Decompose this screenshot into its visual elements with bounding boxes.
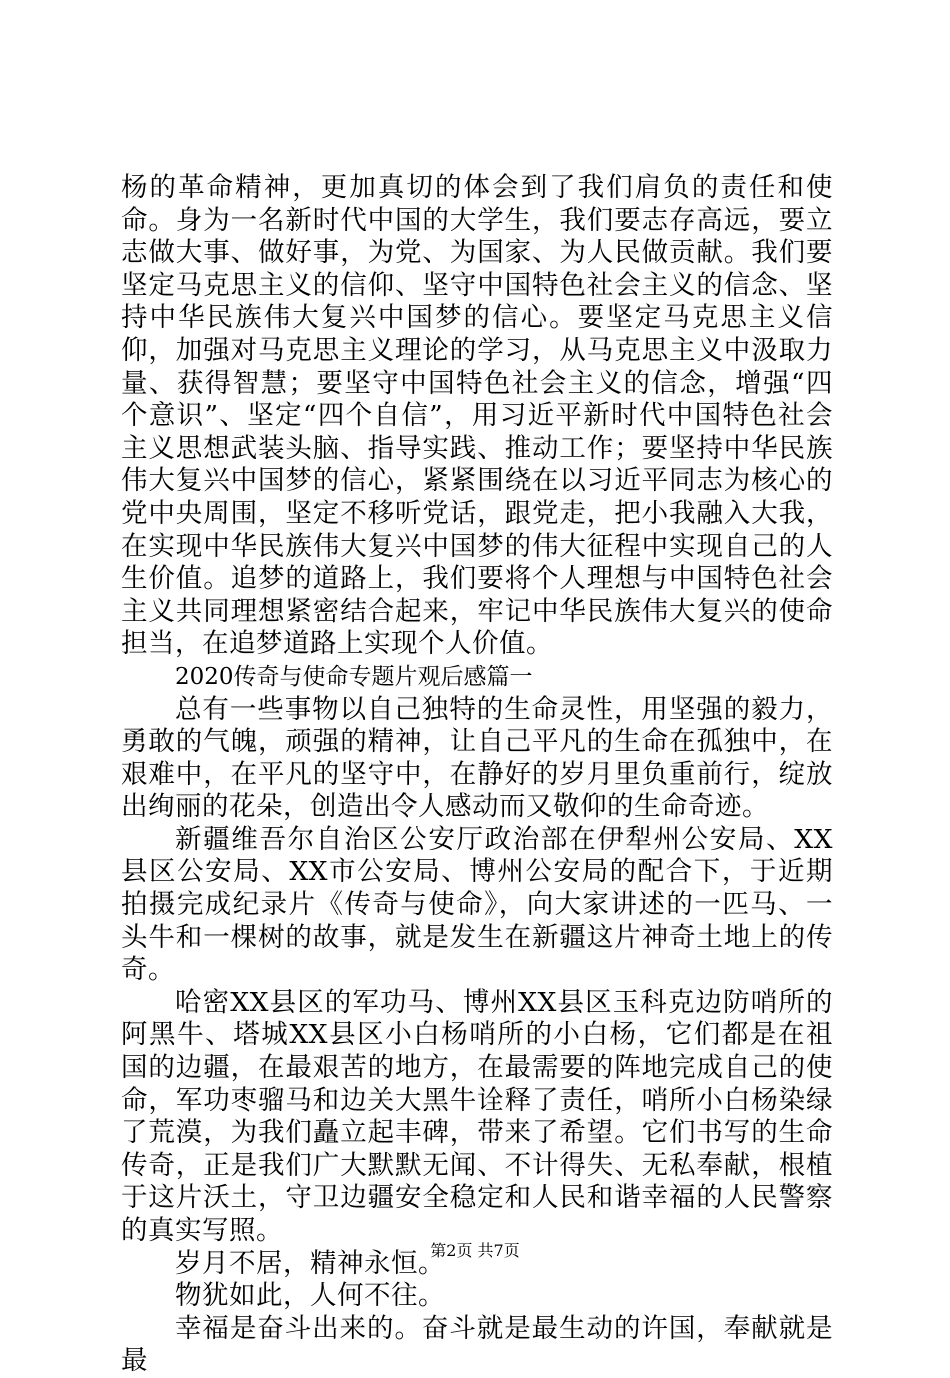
body-text <box>121 172 833 1378</box>
section-heading: 2020传奇与使命专题片观后感篇一 <box>175 663 533 690</box>
paragraph-intro: 总有一些事物以自己独特的生命灵性，用坚强的毅力，勇敢的气魄，顽强的精神，让自己平凡的生命在孤独中，在艰难中，在平凡的坚守中，在静好的岁月里负重前行，绽放出绚丽的花朵，创造出令人感动而又敬仰的生命奇迹。 <box>121 693 833 823</box>
paragraph-continuation: 杨的革命精神，更加真切的体会到了我们肩负的责任和使命。身为一名新时代中国的大学生，我们要志存高远，要立志做大事、做好事，为党、为国家、为人民做贡献。我们要坚定马克思主义的信仰、坚守中国特色社会主义的信念、坚持中华民族伟大复兴中国梦的信心。要坚定马克思主义信仰，加强对马克思主义理论的学习，从马克思主义中汲取力量、获得智慧；要坚守中国特色社会主义的信念，增强“四个意识”、坚定“四个自信”，用习近平新时代中国特色社会主义思想武装头脑、指导实践、推动工作；要坚持中华民族伟大复兴中国梦的信心，紧紧围绕在以习近平同志为核心的党中央周围，坚定不移听党话，跟党走，把小我融入大我，在实现中华民族伟大复兴中国梦的伟大征程中实现自己的人生价值。追梦的道路上，我们要将个人理想与中国特色社会主义共同理想紧密结合起来，牢记中华民族伟大复兴的使命担当，在追梦道路上实现个人价值。 <box>121 172 833 660</box>
page-footer: 第2页 共7页 <box>430 1241 520 1260</box>
paragraph-documentary: 新疆维吾尔自治区公安厅政治部在伊犁州公安局、XX县区公安局、XX市公安局、博州公安局的配合下，于近期拍摄完成纪录片《传奇与使命》，向大家讲述的一匹马、一头牛和一棵树的故事，就是发生在新疆这片神奇土地上的传奇。 <box>121 823 833 986</box>
paragraph-things: 物犹如此，人何不往。 <box>175 1280 445 1312</box>
paragraph-spirit: 岁月不居，精神永恒。 <box>175 1247 445 1279</box>
paragraph-legends: 哈密XX县区的军功马、博州XX县区玉科克边防哨所的阿黑牛、塔城XX县区小白杨哨所的小白杨，它们都是在祖国的边疆，在最艰苦的地方，在最需要的阵地完成自己的使命，军功枣骝马和边关大黑牛诠释了责任，哨所小白杨染绿了荒漠，为我们矗立起丰碑，带来了希望。它们书写的生命传奇，正是我们广大默默无闻、不计得失、无私奉献，根植于这片沃土，守卫边疆安全稳定和人民和谐幸福的人民警察的真实写照。 <box>121 986 833 1246</box>
paragraph-happiness: 幸福是奋斗出来的。奋斗就是最生动的许国，奉献就是最 <box>121 1312 833 1377</box>
